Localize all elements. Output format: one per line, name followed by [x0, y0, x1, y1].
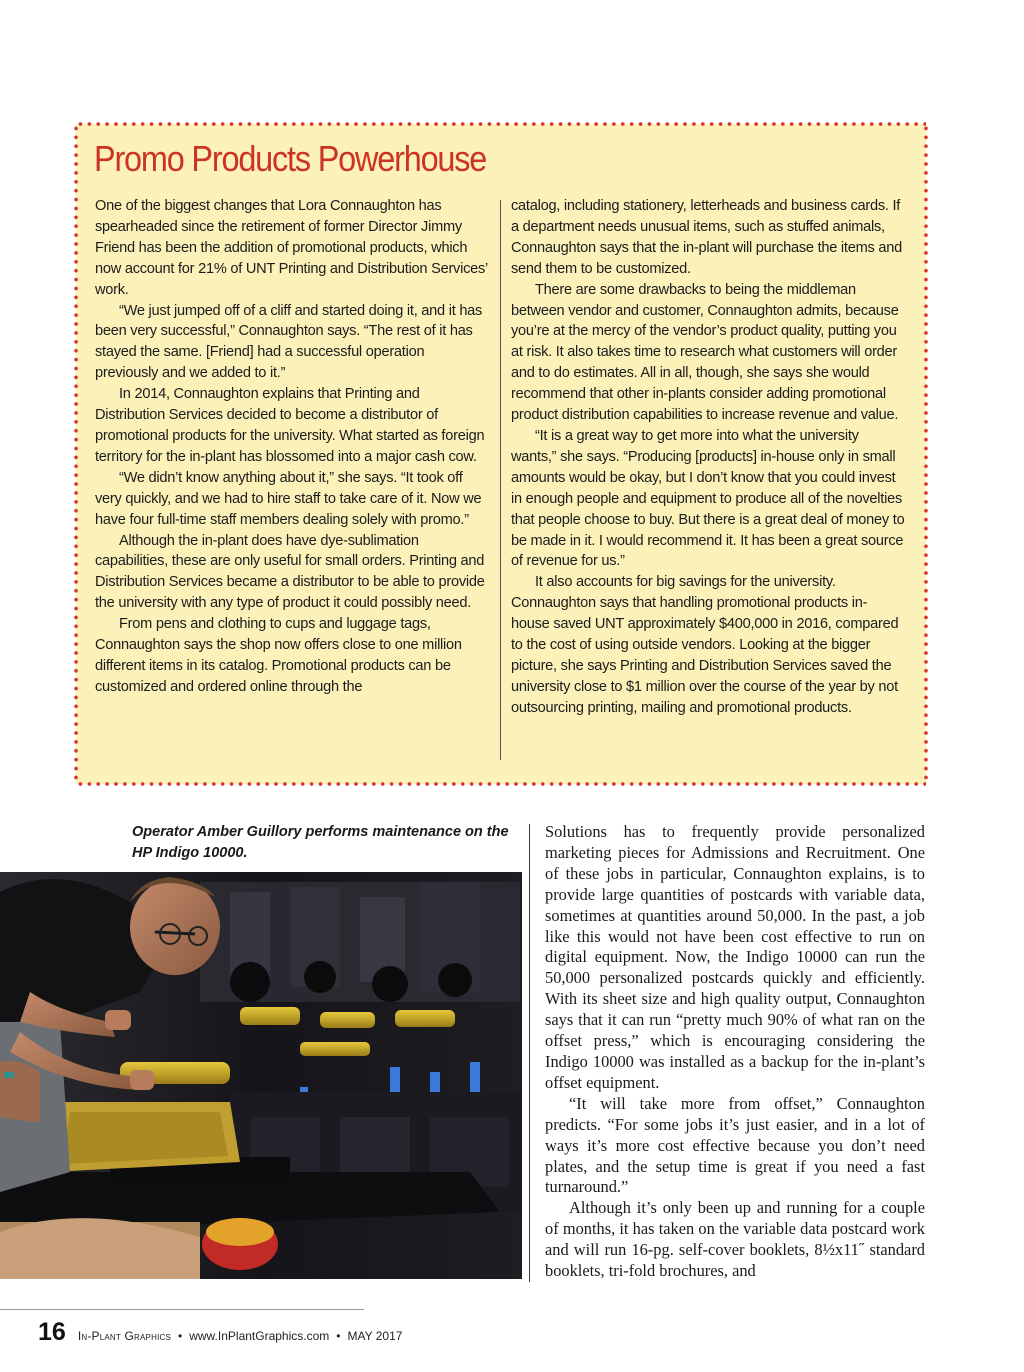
body-paragraph: “It will take more from offset,” Connaughton predicts. “For some jobs it’s just easier, and in a lot of ways it’s more cost effective because you don’t need plates, and the setup time is great if you need a fast turnaround.”	[545, 1093, 925, 1197]
sidebar-paragraph: Although the in-plant does have dye-sublimation capabilities, these are only useful for small orders. Printing and Distribution Services became a distributor to be able to provide the university with any type of product it could possibly need.	[95, 532, 485, 612]
sidebar-paragraph: “We just jumped off of a cliff and started doing it, and it has been very successful,” Connaughton says. “The rest of it has stayed the same. [Friend] had a successful operation previously and we added to it.”	[95, 302, 483, 382]
footer-separator: •	[336, 1329, 341, 1343]
sidebar-border-top	[76, 122, 926, 126]
sidebar-paragraph: There are some drawbacks to being the middleman between vendor and customer, Connaughton admits, because you’re at the mercy of the vendor’s product quality, putting you at risk. It also takes time to research what customers will order and to do estimates. All in all, though, she says she would recommend that other in-plants consider adding promotional product distribution capabilities to increase revenue and value.	[511, 281, 899, 424]
column-divider	[529, 824, 530, 1282]
publication-url[interactable]: www.InPlantGraphics.com	[189, 1329, 330, 1343]
sidebar-paragraph: “It is a great way to get more into what the university wants,” she says. “Producing [products] in-house only in small amounts would be okay, but I don’t know that you could invest in enough people and equipment to produce all of the novelties that people choose to buy. But there is a great deal of money to be made in it. I would recommend it. It has been a great source of revenue for us.”	[511, 427, 905, 570]
footer-separator: •	[178, 1329, 183, 1343]
sidebar-column-divider	[500, 200, 501, 760]
photo-caption: Operator Amber Guillory performs maintenance on the HP Indigo 10000.	[132, 824, 509, 861]
article-body-column	[545, 822, 925, 1282]
sidebar-title: Promo Products Powerhouse	[94, 138, 487, 179]
operator-photo	[0, 872, 522, 1279]
publication-name: In-Plant Graphics	[77, 1329, 172, 1343]
sidebar-paragraph: “We didn’t know anything about it,” she says. “It took off very quickly, and we had to hire staff to take care of it. Now we have four full-time staff members dealing solely with promo.”	[95, 469, 482, 528]
body-paragraph: Solutions has to frequently provide personalized marketing pieces for Admissions and Recruitment. One of these jobs in particular, Connaughton explains, is to provide large quantities of postcards with variable data, sometimes at quantities around 50,000. In the past, a job like this would not have been cost effective to run on digital equipment. Now, the Indigo 10000 can run the 50,000 personalized postcards quickly and efficiently. With its sheet size and high quality output, Connaughton says that it can run “pretty much 90% of what ran on the offset press,” which is encouraging considering the Indigo 10000 was installed as a backup for the in-plant’s offset equipment.	[545, 822, 925, 1092]
sidebar-border-right	[924, 124, 928, 784]
sidebar-paragraph: One of the biggest changes that Lora Connaughton has spearheaded since the retirement of former Director Jimmy Friend has been the addition of promotional products, which now account for 21% of UNT Printing and Distribution Services’ work.	[95, 198, 488, 298]
sidebar-column-1	[95, 196, 489, 698]
page-number: 16	[38, 1318, 66, 1346]
sidebar-border-bottom	[76, 782, 926, 786]
issue-date: MAY 2017	[347, 1329, 403, 1343]
sidebar-column-2	[511, 196, 905, 719]
sidebar-paragraph: catalog, including stationery, letterheads and business cards. If a department needs unusual items, such as stuffed animals, Connaughton says that the in-plant will purchase the items and send them to be customized.	[511, 198, 902, 277]
page-footer	[38, 1318, 402, 1346]
body-paragraph: Although it’s only been up and running for a couple of months, it has taken on the variable data postcard work and will run 16-pg. self-cover booklets, 8½x11˝ standard booklets, tri-fold brochures, and	[545, 1198, 925, 1281]
promo-sidebar	[76, 124, 926, 784]
sidebar-paragraph: In 2014, Connaughton explains that Printing and Distribution Services decided to become a distributor of promotional products for the university. What started as foreign territory for the in-plant has blossomed into a major cash cow.	[95, 386, 485, 465]
footer-rule	[0, 1309, 364, 1310]
sidebar-paragraph: From pens and clothing to cups and luggage tags, Connaughton says the shop now offers close to one million different items in its catalog. Promotional products can be customized and ordered online through the	[95, 616, 462, 695]
sidebar-border-left	[74, 124, 78, 784]
sidebar-paragraph: It also accounts for big savings for the university. Connaughton says that handling promotional products in-house saved UNT approximately $400,000 in 2016, compared to the cost of using outside vendors. Looking at the bigger picture, she says Printing and Distribution Services saved the university close to $1 million over the course of the year by not outsourcing printing, mailing and promotional products.	[511, 574, 899, 716]
